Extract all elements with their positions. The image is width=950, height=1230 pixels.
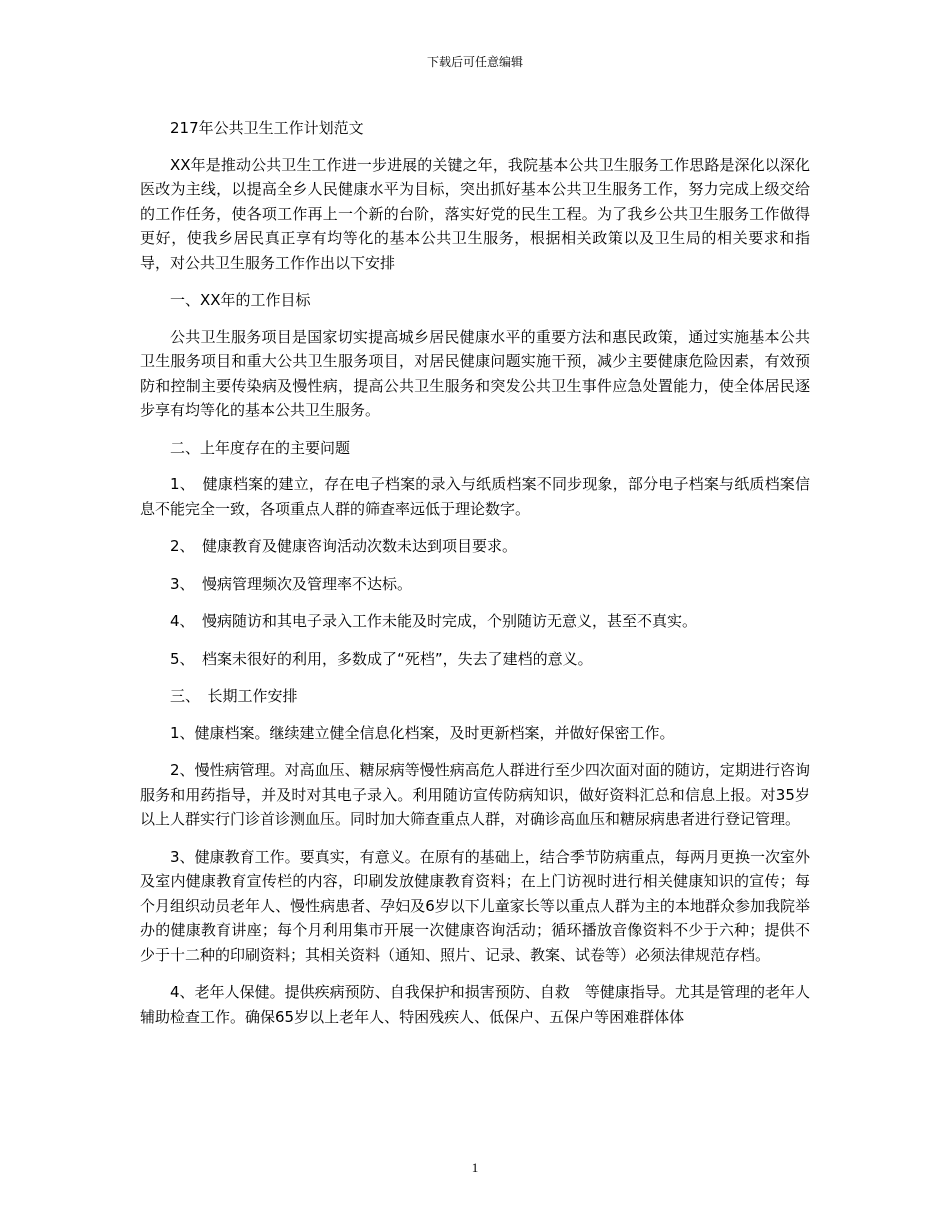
section-heading-goals: 一、XX年的工作目标 [170,291,311,309]
problem-item-1: 1、 健康档案的建立，存在电子档案的录入与纸质档案不同步现象，部分电子档案与纸质档案信息不能完全一致，各项重点人群的筛查率远低于理论数字。 [140,475,810,518]
plan-item-1: 1、健康档案。继续建立健全信息化档案，及时更新档案，并做好保密工作。 [170,723,675,742]
plan-item-2: 2、慢性病管理。对高血压、糖尿病等慢性病高危人群进行至少四次面对面的随访，定期进行咨询服务和用药指导，并及时对其电子录入。利用随访宣传防病知识，做好资料汇总和信息上报。对35岁以上人群实行门诊首诊测血压。同时加大筛查重点人群，对确诊高血压和糖尿病患者进行登记管理。 [140,761,810,828]
problem-item-4: 4、 慢病随访和其电子录入工作未能及时完成，个别随访无意义，甚至不真实。 [170,612,698,630]
problem-item-2: 2、 健康教育及健康咨询活动次数未达到项目要求。 [170,537,518,555]
plan-item-4: 4、老年人保健。提供疾病预防、自我保护和损害预防、自救 等健康指导。尤其是管理的老年人辅助检查工作。确保65岁以上老年人、特困残疾人、低保户、五保户等困难群体体 [140,983,810,1026]
document-title: 217年公共卫生工作计划范文 [170,119,364,137]
problem-item-3: 3、 慢病管理频次及管理率不达标。 [170,574,413,593]
intro-paragraph: XX年是推动公共卫生工作进一步进展的关键之年，我院基本公共卫生服务工作思路是深化以深化医改为主线，以提高全乡人民健康水平为目标，突出抓好基本公共卫生服务工作，努力完成上级交给的工作任务，使各项工作再上一个新的台阶，落实好党的民生工程。为了我乡公共卫生服务工作做得更好，使我乡居民真正享有均等化的基本公共卫生服务，根据相关政策以及卫生局的相关要求和指导，对公共卫生服务工作作出以下安排 [140,155,810,272]
section-heading-problems: 二、上年度存在的主要问题 [170,438,351,457]
section-heading-plan: 三、 长期工作安排 [170,687,298,705]
goals-paragraph: 公共卫生服务项目是国家切实提高城乡居民健康水平的重要方法和惠民政策，通过实施基本公共卫生服务项目和重大公共卫生服务项目，对居民健康问题实施干预，减少主要健康危险因素，有效预防和控制主要传染病及慢性病，提高公共卫生服务和突发公共卫生事件应急处置能力，使全体居民逐步享有均等化的基本公共卫生服务。 [140,327,810,419]
page-number: 1 [471,1160,479,1175]
plan-item-3: 3、健康教育工作。要真实，有意义。在原有的基础上，结合季节防病重点，每两月更换一次室外及室内健康教育宣传栏的内容，印刷发放健康教育资料；在上门访视时进行相关健康知识的宣传；每个月组织动员老年人、慢性病患者、孕妇及6岁以下儿童家长等以重点人群为主的本地群众参加我院举办的健康教育讲座；每个月利用集市开展一次健康咨询活动；循环播放音像资料不少于六种；提供不少于十二种的印刷资料；其相关资料（通知、照片、记录、教案、试卷等）必须法律规范存档。 [140,847,810,964]
problem-item-5: 5、 档案未很好的利用，多数成了“死档”，失去了建档的意义。 [170,649,593,668]
page-header: 下载后可任意编辑 [426,55,523,69]
document-body [140,116,810,1042]
